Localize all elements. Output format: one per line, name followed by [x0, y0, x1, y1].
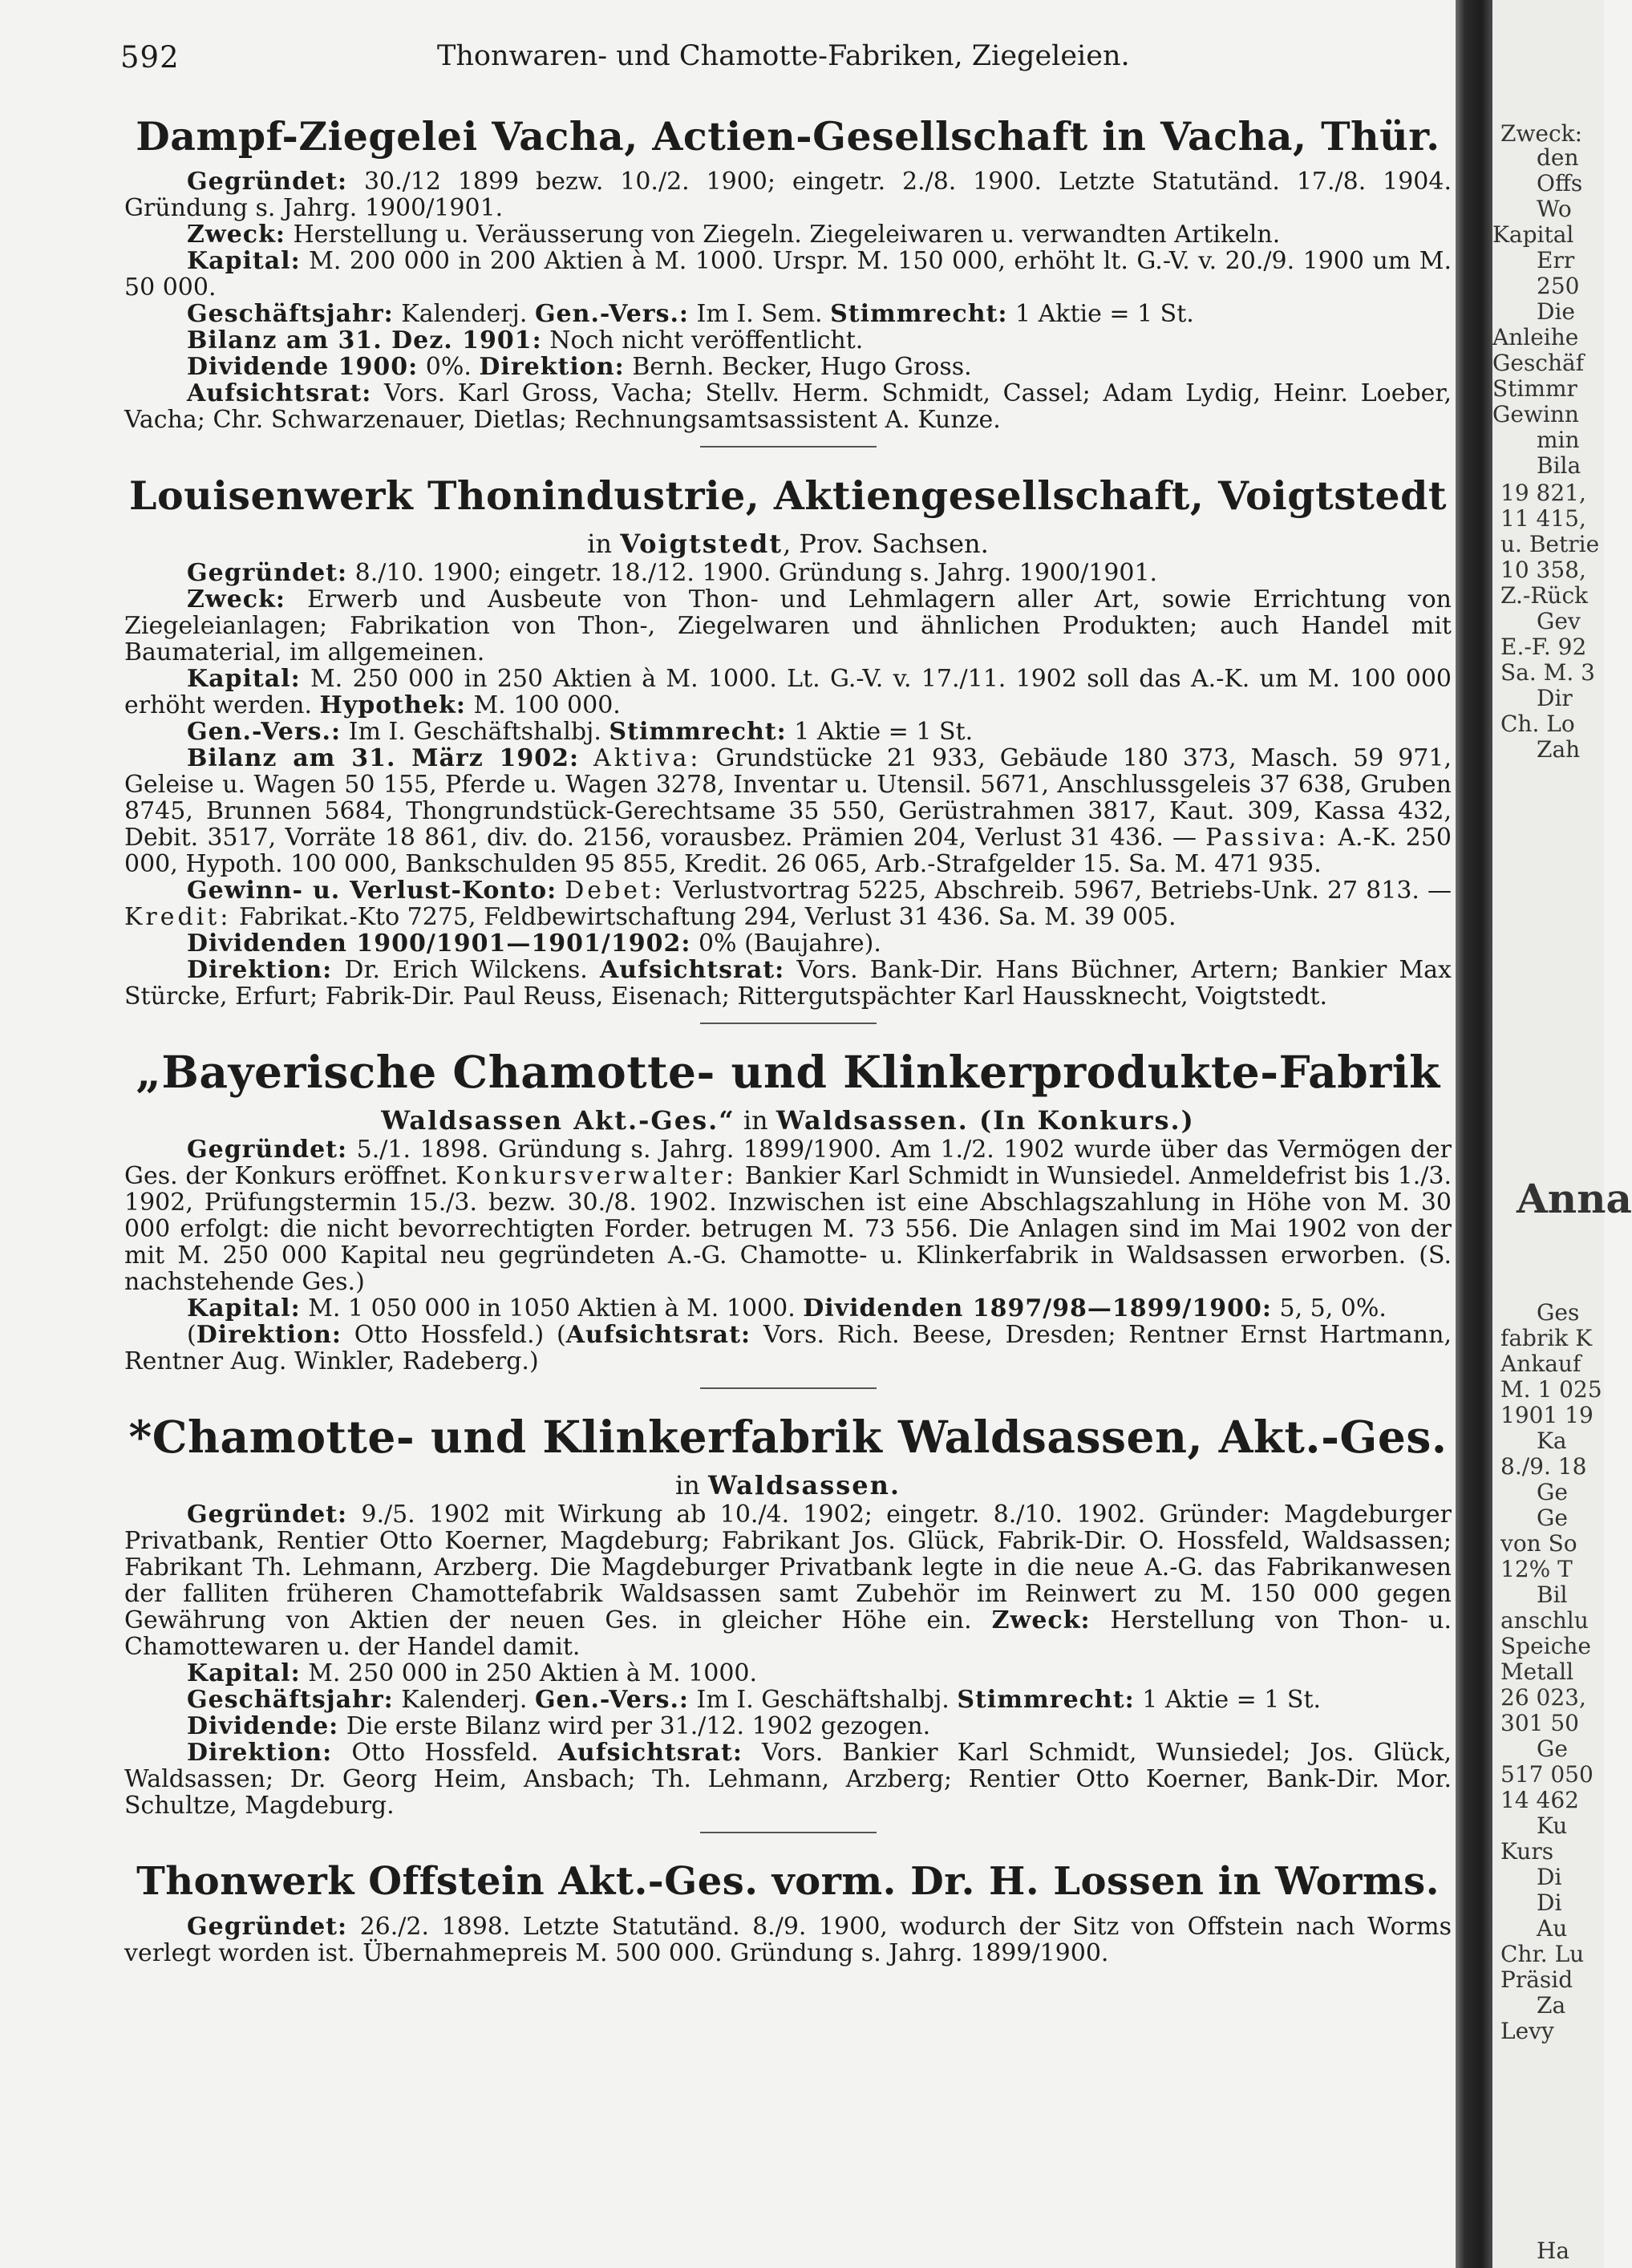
entry-paragraph: [124, 586, 1452, 666]
entry-paragraph: [124, 1914, 1452, 1966]
company-entry: [124, 1405, 1452, 1819]
field-label: Gegründet:: [187, 168, 348, 196]
side-fragment-text: Di: [1537, 1864, 1562, 1890]
entry-body: [124, 1914, 1452, 1966]
field-label: Direktion:: [196, 1321, 342, 1349]
running-title: Thonwaren- und Chamotte-Fabriken, Ziegeleien.: [437, 40, 1130, 72]
field-text: M. 100 000.: [465, 691, 621, 719]
field-text: Vors. Bank-Dir. Hans Büchner, Artern; Bankier Max Stürcke, Erfurt; Fabrik-Dir. Paul Reuss, Eisenach; Rittergutspächter Karl Haussknecht, Voigtstedt.: [124, 956, 1452, 1010]
entry-paragraph: [124, 1687, 1452, 1713]
side-fragment-text: von So: [1500, 1530, 1577, 1557]
field-label: Gegründet:: [187, 1913, 348, 1941]
side-fragment-text: 10 358,: [1500, 557, 1586, 583]
subtitle-text: in: [587, 529, 621, 559]
side-fragment-text: Ka: [1537, 1428, 1567, 1454]
field-sublabel: Kredit:: [124, 903, 232, 931]
field-text: 30./12 1899 bezw. 10./2. 1900; eingetr. 2./8. 1900. Letzte Statutänd. 17./8. 1904. Gründung s. Jahrg. 1900/1901.: [124, 168, 1452, 222]
field-text: Vors. Karl Gross, Vacha; Stellv. Herm. Schmidt, Cassel; Adam Lydig, Heinr. Loeber, Vacha; Chr. Schwarzenauer, Dietlas; Rechnungsamtsassistent A. Kunze.: [124, 379, 1452, 434]
side-fragment-text: 19 821,: [1500, 480, 1586, 506]
field-text: Vors. Bankier Karl Schmidt, Wunsiedel; Jos. Glück, Waldsassen; Dr. Georg Heim, Ansbach; Th. Lehmann, Arzberg; Rentier Otto Koerner, Bank-Dir. Mor. Schultze, Magdeburg.: [124, 1739, 1452, 1820]
field-label: Geschäftsjahr:: [187, 300, 394, 328]
field-label: Direktion:: [187, 1739, 333, 1767]
side-fragment-text: M. 1 025: [1500, 1376, 1602, 1403]
field-text: 1 Aktie = 1 St.: [1134, 1686, 1322, 1714]
field-text: 5, 5, 0%.: [1271, 1294, 1387, 1322]
field-text: 9./5. 1902 mit Wirkung ab 10./4. 1902; eingetr. 8./10. 1902. Gründer: Magdeburger Privatbank, Rentier Otto Koerner, Magdeburg; Fabrikant Jos. Glück, Fabrik-Dir. O. Hossfeld, Waldsassen; Fabrikant Th. Lehmann, Arzberg. Die Magdeburger Privatbank legte in die neue A.-G. das Fabrikanwesen der falliten früheren Chamottefabrik Waldsassen samt Zubehör im Reinwert zu M. 150 000 gegen Gewährung von Aktien der neuen Ges. in gleicher Höhe ein.: [124, 1501, 1452, 1634]
entry-paragraph: [124, 168, 1452, 221]
company-entry: [124, 464, 1452, 1010]
field-text: Herstellung von Thon- u. Chamottewaren u. der Handel damit.: [124, 1606, 1452, 1661]
side-fragment-text: 8./9. 18: [1500, 1453, 1587, 1480]
side-fragment-text: 11 415,: [1500, 505, 1586, 532]
entry-paragraph: [124, 957, 1452, 1010]
company-title: *Chamotte- und Klinkerfabrik Waldsassen, Akt.-Ges.: [128, 1411, 1448, 1463]
field-label: Geschäftsjahr:: [187, 1686, 394, 1714]
side-fragment-text: fabrik K: [1500, 1325, 1593, 1351]
side-fragment-text: Bil: [1537, 1582, 1568, 1608]
side-fragment-text: Kapital: [1492, 221, 1574, 248]
entry-paragraph: [124, 666, 1452, 719]
company-title: Dampf-Ziegelei Vacha, Actien-Gesellschaft in Vacha, Thür.: [136, 113, 1440, 160]
field-text: Im I. Geschäftshalbj.: [689, 1686, 958, 1714]
side-fragment-text: anschlu: [1500, 1607, 1589, 1634]
side-fragment-text: Ch. Lo: [1500, 711, 1575, 737]
side-fragment-text: 301 50: [1500, 1710, 1579, 1736]
field-text: Otto Hossfeld.: [332, 1739, 558, 1767]
side-fragment-text: Die: [1537, 298, 1575, 325]
entry-paragraph: [124, 1501, 1452, 1660]
field-text: 26./2. 1898. Letzte Statutänd. 8./9. 1900, wodurch der Sitz von Offstein nach Worms verlegt worden ist. Übernahmepreis M. 500 000. Gründung s. Jahrg. 1899/1900.: [124, 1913, 1452, 1967]
field-label: Bilanz am 31. März 1902:: [187, 744, 580, 772]
field-sublabel: Aktiva:: [593, 744, 702, 772]
field-text: Kalenderj.: [393, 1686, 535, 1714]
field-label: Direktion:: [479, 353, 625, 381]
field-text: Dr. Erich Wilckens.: [332, 956, 600, 984]
field-text: A.-K. 250 000, Hypoth. 100 000, Bankschulden 95 855, Kredit. 26 065, Arb.-Strafgelder 15. Sa. M. 471 935.: [124, 824, 1452, 878]
company-subtitle: [124, 528, 1452, 560]
entry-body: [124, 560, 1452, 1010]
entry-paragraph: [124, 1739, 1452, 1819]
field-label: Kapital:: [187, 1659, 301, 1687]
field-label: Gegründet:: [187, 1136, 348, 1164]
side-fragment-text: den: [1537, 144, 1579, 171]
field-text: Im I. Geschäftshalbj.: [341, 718, 609, 746]
side-fragment-text: 14 462: [1500, 1787, 1579, 1813]
entry-paragraph: [124, 560, 1452, 586]
side-fragment-text: Ge: [1537, 1735, 1568, 1762]
entry-paragraph: [124, 327, 1452, 354]
field-text: Otto Hossfeld.) (: [341, 1321, 566, 1349]
side-fragment-text: Offs: [1537, 170, 1583, 196]
company-title: Thonwerk Offstein Akt.-Ges. vorm. Dr. H. Lossen in Worms.: [136, 1859, 1440, 1904]
side-fragment-text: Sa. M. 3: [1500, 659, 1595, 686]
side-fragment-text: Geschäf: [1492, 350, 1585, 376]
field-text: [557, 877, 565, 905]
main-column: [124, 104, 1452, 1966]
entry-body: [124, 1501, 1452, 1819]
separator-rule: [700, 1832, 877, 1833]
field-text: Verlustvortrag 5225, Abschreib. 5967, Betriebs-Unk. 27 813. —: [665, 877, 1452, 905]
company-entry: [124, 104, 1452, 433]
field-label: Gewinn- u. Verlust-Konto:: [187, 877, 557, 905]
field-label: Gegründet:: [187, 1501, 348, 1529]
entry-paragraph: [124, 930, 1452, 957]
side-fragment-text: Zah: [1537, 736, 1581, 763]
field-text: Grundstücke 21 933, Gebäude 180 373, Masch. 59 971, Geleise u. Wagen 50 155, Pferde u. Wagen 3278, Inventar u. Utensil. 5671, Anschlussgeleis 37 638, Gruben 8745, Brunnen 5684, Thongrundstück-Gerechtsame 35 550, Gerüstrahmen 3817, Kaut. 309, Kassa 432, Debit. 3517, Vorräte 18 861, div. do. 2156, vorausbez. Prämien 204, Verlust 31 436. —: [124, 744, 1452, 852]
company-subtitle: [124, 1469, 1452, 1501]
subtitle-place: Waldsassen. (In Konkurs.): [776, 1105, 1195, 1136]
side-fragment-text: Ge: [1537, 1479, 1568, 1505]
side-fragment-text: Z.-Rück: [1500, 582, 1589, 609]
side-fragment-text: Di: [1537, 1889, 1562, 1916]
field-label: Gegründet:: [187, 559, 348, 587]
separator-rule: [700, 446, 877, 448]
field-label: Stimmrecht:: [609, 718, 787, 746]
page-number: 592: [120, 40, 180, 75]
field-text: 0%.: [418, 353, 480, 381]
side-fragment-text: 250: [1537, 273, 1580, 299]
entry-paragraph: [124, 1295, 1452, 1322]
field-text: M. 250 000 in 250 Aktien à M. 1000.: [300, 1659, 758, 1687]
side-fragment-text: 26 023,: [1500, 1684, 1586, 1711]
field-label: Aufsichtsrat:: [557, 1739, 743, 1767]
company-entry: [124, 1849, 1452, 1966]
field-label: Bilanz am 31. Dez. 1901:: [187, 326, 542, 354]
field-text: Herstellung u. Veräusserung von Ziegeln. Ziegeleiwaren u. verwandten Artikeln.: [285, 221, 1281, 249]
field-text: M. 250 000 in 250 Aktien à M. 1000. Lt. G.-V. v. 17./11. 1902 soll das A.-K. um M. 100 000 erhöht werden.: [124, 665, 1452, 719]
entry-paragraph: [124, 877, 1452, 930]
field-text: 5./1. 1898. Gründung s. Jahrg. 1899/1900. Am 1./2. 1902 wurde über das Vermögen der Ges. der Konkurs eröffnet.: [124, 1136, 1452, 1190]
entry-paragraph: [124, 221, 1452, 248]
entry-paragraph: [124, 719, 1452, 745]
field-text: Kalenderj.: [393, 300, 535, 328]
side-fragment-text: Chr. Lu: [1500, 1941, 1585, 1967]
side-fragment-text: Kurs: [1500, 1838, 1554, 1865]
side-fragment-text: Ge: [1537, 1505, 1568, 1531]
field-label: Zweck:: [187, 585, 285, 614]
entry-paragraph: [124, 301, 1452, 327]
field-sublabel: Konkursverwalter:: [456, 1162, 737, 1190]
side-fragment-text: min: [1537, 427, 1580, 453]
field-text: M. 200 000 in 200 Aktien à M. 1000. Urspr. M. 150 000, erhöht lt. G.-V. v. 20./9. 1900 um M. 50 000.: [124, 247, 1452, 302]
side-fragment-text: Au: [1537, 1915, 1568, 1942]
field-label: Dividende 1900:: [187, 353, 419, 381]
subtitle-text: , Prov. Sachsen.: [783, 529, 989, 559]
side-fragment-text: Ankauf: [1500, 1351, 1581, 1377]
entry-paragraph: [124, 745, 1452, 877]
field-text: 0% (Baujahre).: [690, 929, 881, 958]
field-label: Zweck:: [187, 221, 285, 249]
adjacent-page-fragment: [1492, 0, 1632, 2268]
side-fragment-text: Err: [1537, 247, 1575, 273]
entry-paragraph: [124, 380, 1452, 433]
side-fragment-text: E.-F. 92: [1500, 634, 1587, 660]
side-fragment-text: Ges: [1537, 1299, 1580, 1326]
field-text: [579, 744, 593, 772]
field-sublabel: Debet:: [565, 877, 666, 905]
subtitle-text: in: [675, 1470, 709, 1501]
subtitle-place: Voigtstedt: [620, 529, 784, 559]
field-text: Im I. Sem.: [689, 300, 831, 328]
page-header: [120, 40, 1452, 80]
company-title: „Bayerische Chamotte- und Klinkerprodukte-Fabrik: [136, 1046, 1440, 1098]
entry-body: [124, 168, 1452, 433]
side-fragment-text: Gewinn: [1492, 401, 1579, 427]
field-label: Aufsichtsrat:: [599, 956, 785, 984]
field-text: M. 1 050 000 in 1050 Aktien à M. 1000.: [300, 1294, 804, 1322]
subtitle-place: Waldsassen.: [708, 1470, 901, 1501]
field-text: Erwerb und Ausbeute von Thon- und Lehmlagern aller Art, sowie Errichtung von Ziegeleianlagen; Fabrikation von Thon-, Ziegelwaren und ähnlichen Produkten; auch Handel mit Baumaterial, im allgemeinen.: [124, 585, 1452, 666]
side-fragment-text: Za: [1537, 1992, 1566, 2019]
entry-paragraph: [124, 354, 1452, 380]
side-fragment-text: Anna: [1517, 1175, 1632, 1222]
side-fragment-text: Ku: [1537, 1812, 1568, 1839]
side-fragment-text: Levy: [1500, 2018, 1554, 2044]
side-fragment-text: Stimmr: [1492, 375, 1577, 402]
side-fragment-text: Zweck:: [1500, 120, 1583, 147]
separator-rule: [700, 1023, 877, 1024]
field-label: Zweck:: [991, 1606, 1091, 1634]
company-subtitle: [124, 1104, 1452, 1136]
subtitle-company: Waldsassen Akt.-Ges.“: [381, 1105, 735, 1136]
field-text: Noch nicht veröffentlicht.: [541, 326, 864, 354]
side-fragment-text: Anleihe: [1492, 324, 1579, 350]
side-fragment-text: Präsid: [1500, 1966, 1573, 1993]
company-entry: [124, 1040, 1452, 1375]
entry-paragraph: [124, 1322, 1452, 1375]
field-label: Gen.-Vers.:: [187, 718, 342, 746]
field-label: Dividenden 1897/98—1899/1900:: [803, 1294, 1272, 1322]
field-label: Aufsichtsrat:: [187, 379, 372, 407]
field-text: Die erste Bilanz wird per 31./12. 1902 gezogen.: [338, 1712, 931, 1740]
field-label: Dividende:: [187, 1712, 339, 1740]
side-fragment-text: Wo: [1537, 196, 1572, 222]
side-fragment-text: Gev: [1537, 608, 1581, 634]
subtitle-text: in: [735, 1105, 776, 1136]
field-label: Dividenden 1900/1901—1901/1902:: [187, 929, 691, 958]
entry-paragraph: [124, 1660, 1452, 1687]
side-fragment-text: u. Betrie: [1500, 531, 1600, 557]
side-fragment-text: 1901 19: [1500, 1402, 1594, 1428]
entry-body: [124, 1136, 1452, 1375]
entry-paragraph: [124, 1713, 1452, 1739]
side-fragment-text: Dir: [1537, 685, 1573, 711]
side-fragment-text: 12% T: [1500, 1556, 1573, 1582]
field-label: Hypothek:: [319, 691, 466, 719]
page-gutter-shadow: [1456, 0, 1492, 2268]
company-title: Louisenwerk Thonindustrie, Aktiengesellschaft, Voigtstedt: [129, 472, 1447, 519]
field-label: Stimmrecht:: [957, 1686, 1135, 1714]
field-label: Stimmrecht:: [830, 300, 1008, 328]
side-fragment-text: Bila: [1537, 452, 1581, 479]
field-label: Kapital:: [187, 247, 301, 275]
side-fragment-text: Speiche: [1500, 1633, 1591, 1659]
field-text: Bernh. Becker, Hugo Gross.: [624, 353, 972, 381]
side-fragment-text: 517 050: [1500, 1761, 1594, 1788]
field-text: 8./10. 1900; eingetr. 18./12. 1900. Gründung s. Jahrg. 1900/1901.: [347, 559, 1158, 587]
field-text: Fabrikat.-Kto 7275, Feldbewirtschaftung 294, Verlust 31 436. Sa. M. 39 005.: [231, 903, 1176, 931]
separator-rule: [700, 1387, 877, 1389]
side-fragment-text: Ha: [1537, 2238, 1570, 2264]
field-label: Kapital:: [187, 665, 301, 693]
side-fragment-text: Metall: [1500, 1658, 1574, 1685]
field-label: Kapital:: [187, 1294, 301, 1322]
field-label: Gen.-Vers.:: [534, 1686, 689, 1714]
field-label: Gen.-Vers.:: [534, 300, 689, 328]
field-text: Bankier Karl Schmidt in Wunsiedel. Anmeldefrist bis 1./3. 1902, Prüfungstermin 15./3. bezw. 30./8. 1902. Inzwischen ist eine Abschlagszahlung in Höhe von M. 30 000 erfolgt: die nicht bevorrechtigten Forder. betrugen M. 73 556. Die Anlagen sind im Mai 1902 von der mit M. 250 000 Kapital neu gegründeten A.-G. Chamotte- u. Klinkerfabrik in Waldsassen erworben. (S. nachstehende Ges.): [124, 1162, 1452, 1296]
entry-paragraph: [124, 248, 1452, 301]
field-text: 1 Aktie = 1 St.: [1007, 300, 1194, 328]
field-sublabel: Passiva:: [1205, 824, 1330, 852]
field-text: (: [187, 1321, 196, 1349]
entry-paragraph: [124, 1136, 1452, 1295]
field-label: Direktion:: [187, 956, 333, 984]
field-text: Vors. Rich. Beese, Dresden; Rentner Ernst Hartmann, Rentner Aug. Winkler, Radeberg.): [124, 1321, 1452, 1375]
field-label: Aufsichtsrat:: [565, 1321, 751, 1349]
field-text: 1 Aktie = 1 St.: [786, 718, 974, 746]
